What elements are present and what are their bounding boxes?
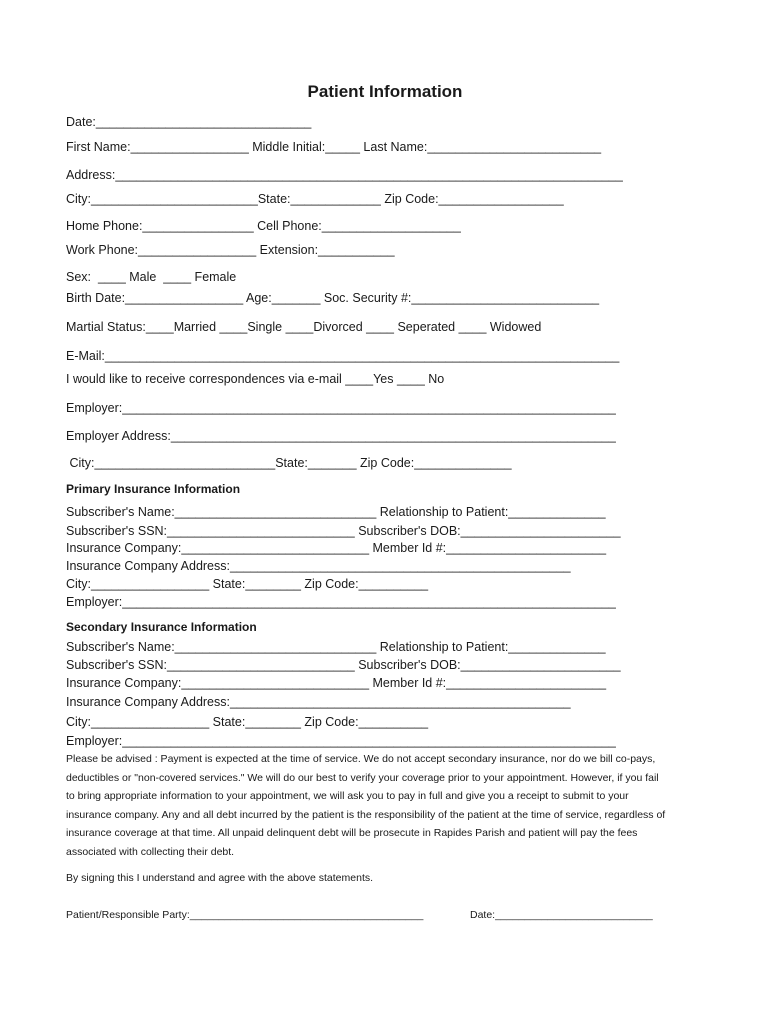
primary-city-fields[interactable]: City:_________________ State:________ Zip Code:__________ (66, 577, 429, 591)
sex-field[interactable]: Sex: ____ Male ____ Female (66, 270, 237, 284)
primary-company-address-field[interactable]: Insurance Company Address:_________________________________________________ (66, 559, 571, 573)
primary-insurance-heading: Primary Insurance Information (66, 482, 241, 496)
primary-subscriber-ssn-field[interactable]: Subscriber's SSN:___________________________ Subscriber's DOB:_______________________ (66, 524, 621, 538)
secondary-company-address-field[interactable]: Insurance Company Address:_________________________________________________ (66, 695, 571, 709)
secondary-insurance-heading: Secondary Insurance Information (66, 620, 257, 634)
birth-date-fields[interactable]: Birth Date:_________________ Age:_______ Soc. Security #:___________________________ (66, 291, 600, 305)
employer-field[interactable]: Employer:_______________________________________________________________________ (66, 401, 616, 415)
city-state-zip-fields[interactable]: City:________________________State:_____________ Zip Code:__________________ (66, 192, 564, 206)
payment-advisory-text: Please be advised : Payment is expected at the time of service. We do not accept secondary insurance, nor do we bill co-pays, deductibles or "non-covered services." We will do our best to verify your coverage prior to your appointment. However, if you fail to bring appropriate information to your appointment, we will ask you to pay in full and give you a receipt to submit to your insurance company. Any and all debt incurred by the patient is the responsibility of the patient at the time of service, regardless of insurance coverage at that time. All unpaid delinquent debt will be prosecute in Rapides Parish and patient will pay the fees associated with collecting their debt. (66, 753, 666, 858)
signature-field[interactable]: Patient/Responsible Party:________________________________________ (66, 909, 424, 921)
phone-fields[interactable]: Home Phone:________________ Cell Phone:____________________ (66, 219, 461, 233)
date-field[interactable]: Date:_______________________________ (66, 115, 312, 129)
primary-subscriber-name-field[interactable]: Subscriber's Name:_____________________________ Relationship to Patient:______________ (66, 505, 606, 519)
secondary-employer-field[interactable]: Employer:_______________________________________________________________________ (66, 734, 616, 748)
signature-date-field[interactable]: Date:___________________________ (470, 909, 653, 921)
marital-status-field[interactable]: Martial Status:____Married ____Single ____Divorced ____ Seperated ____ Widowed (66, 320, 542, 334)
name-fields[interactable]: First Name:_________________ Middle Initial:_____ Last Name:_________________________ (66, 140, 602, 154)
address-field[interactable]: Address:_________________________________________________________________________ (66, 168, 623, 182)
primary-employer-field[interactable]: Employer:_______________________________________________________________________ (66, 595, 616, 609)
correspondence-field[interactable]: I would like to receive correspondences via e-mail ____Yes ____ No (66, 372, 445, 386)
email-field[interactable]: E-Mail:__________________________________________________________________________ (66, 349, 620, 363)
employer-city-fields[interactable]: City:__________________________State:_______ Zip Code:______________ (66, 456, 512, 470)
work-phone-fields[interactable]: Work Phone:_________________ Extension:___________ (66, 243, 395, 257)
page-title: Patient Information (307, 82, 463, 101)
employer-address-field[interactable]: Employer Address:________________________________________________________________ (66, 429, 616, 443)
secondary-subscriber-name-field[interactable]: Subscriber's Name:_____________________________ Relationship to Patient:______________ (66, 640, 606, 654)
secondary-insurance-company-field[interactable]: Insurance Company:___________________________ Member Id #:_______________________ (66, 676, 607, 690)
agreement-statement: By signing this I understand and agree with the above statements. (66, 872, 374, 884)
secondary-city-fields[interactable]: City:_________________ State:________ Zip Code:__________ (66, 715, 429, 729)
secondary-subscriber-ssn-field[interactable]: Subscriber's SSN:___________________________ Subscriber's DOB:_______________________ (66, 658, 621, 672)
primary-insurance-company-field[interactable]: Insurance Company:___________________________ Member Id #:_______________________ (66, 541, 607, 555)
